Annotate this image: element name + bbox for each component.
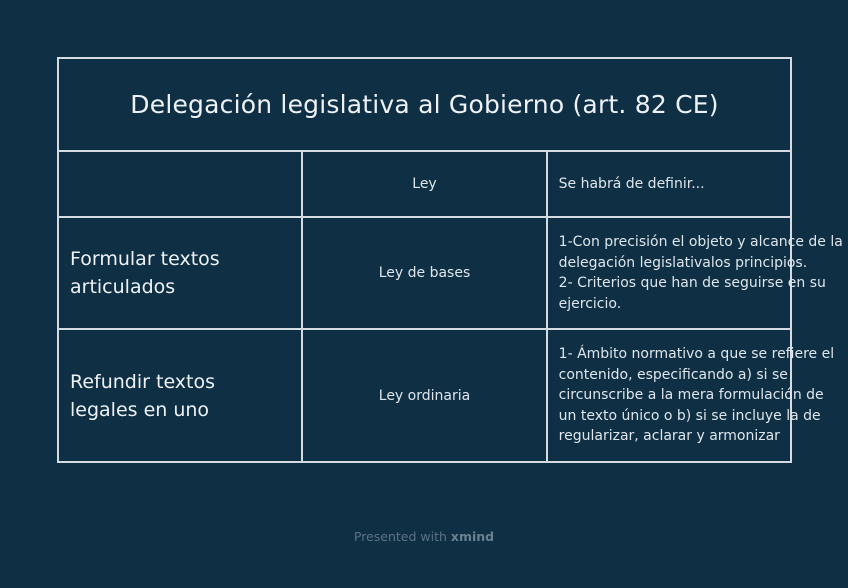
description-line: 1-Con precisión el objeto y alcance de la [558, 234, 843, 250]
header-description-cell: Se habrá de definir... [547, 151, 791, 217]
description-line: un texto único o b) si se incluye la de [558, 407, 821, 424]
header-topic-cell [58, 151, 302, 217]
topic-line: Refundir textos [70, 370, 216, 393]
description-line: circunscribe a la mera formulación de [558, 387, 824, 404]
topic-line: articulados [70, 276, 176, 298]
description-cell [547, 329, 835, 462]
header-law-cell: Ley [302, 151, 546, 217]
footer-credit [0, 529, 848, 544]
topic-line: Formular textos [70, 248, 220, 270]
table-title: Delegación legislativa al Gobierno (art. 82 CE) [58, 58, 791, 151]
description-line: contenido, especificando a) si se [558, 366, 788, 383]
description-cell [547, 217, 843, 329]
delegation-table [57, 57, 843, 463]
description-line: delegación legislativalos principios. [558, 254, 808, 271]
title-row [58, 58, 791, 151]
description-line: 1- Ámbito normativo a que se refiere el [558, 346, 835, 363]
topic-cell [58, 329, 302, 462]
law-cell: Ley de bases [302, 217, 546, 329]
description-line: regularizar, aclarar y armonizar [558, 428, 780, 445]
topic-cell [58, 217, 302, 329]
table-row [58, 217, 791, 329]
footer-brand-logo: xmind [450, 529, 495, 544]
law-cell: Ley ordinaria [302, 329, 546, 462]
topic-line: legales en uno [70, 398, 210, 421]
table-row [58, 329, 791, 462]
description-line: 2- Criterios que han de seguirse en su [558, 275, 826, 291]
header-row [58, 151, 791, 217]
description-line: ejercicio. [558, 295, 622, 312]
footer-prefix: Presented with [353, 529, 447, 544]
